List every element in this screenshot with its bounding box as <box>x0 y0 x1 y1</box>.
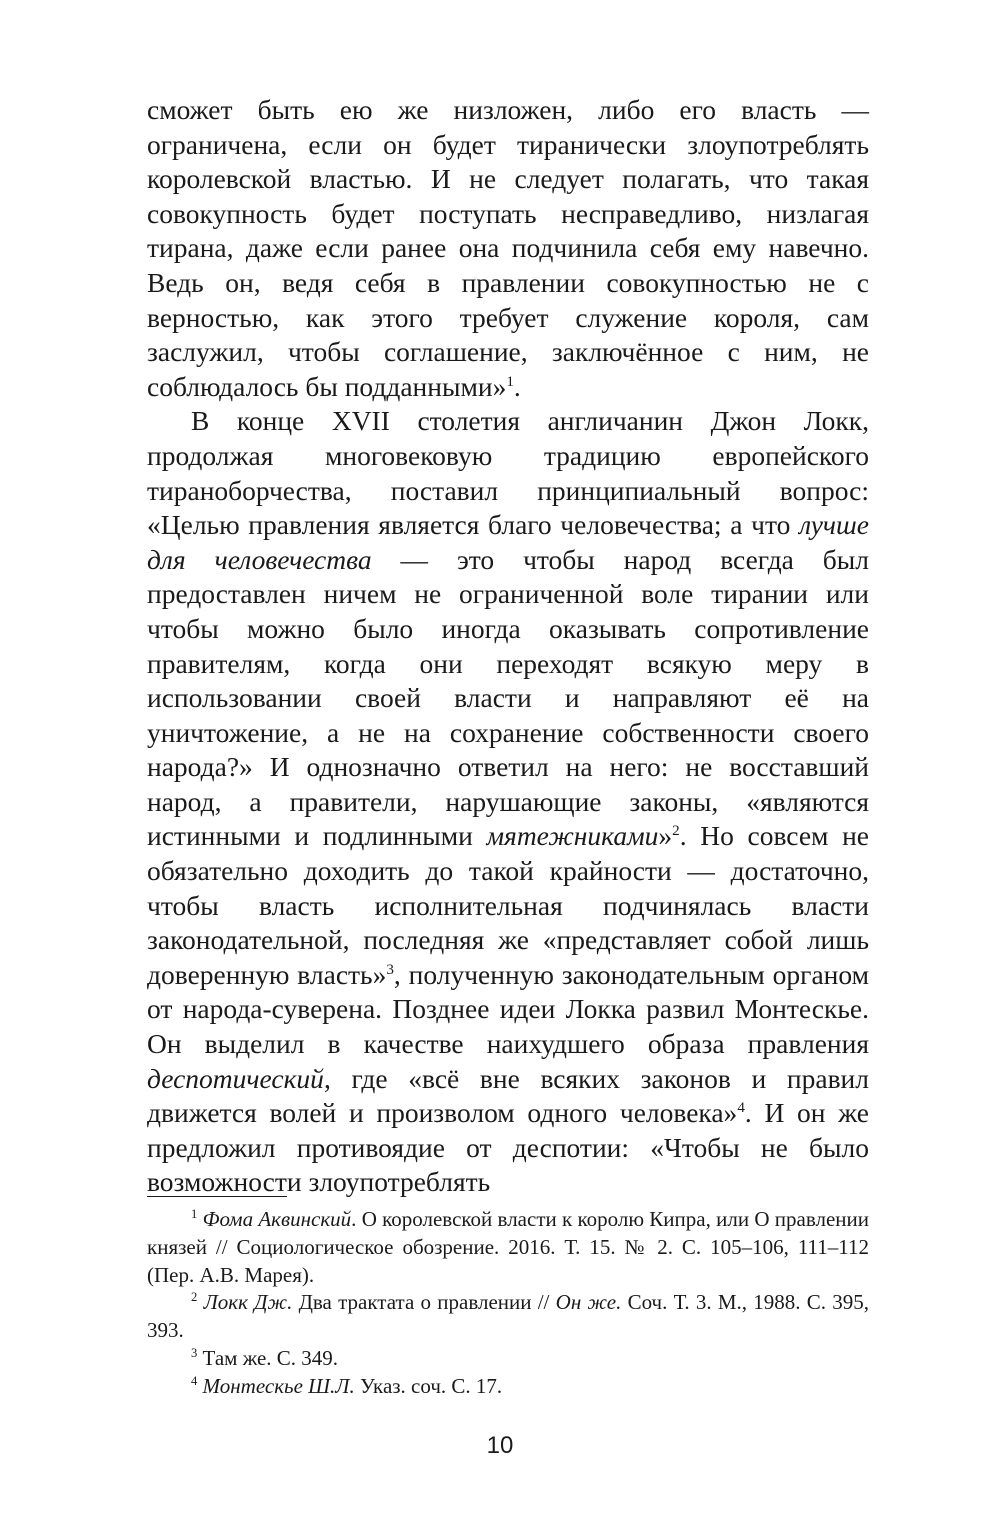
main-text <box>147 93 869 1200</box>
paragraph-1-end: . <box>513 370 521 402</box>
footnote-2-author-2: Он же. <box>555 1290 622 1315</box>
page-number: 10 <box>486 1432 514 1459</box>
footnote-1 <box>147 1206 869 1289</box>
footnote-ref-1[interactable]: 1 <box>506 373 514 390</box>
footnote-3-number: 3 <box>191 1345 198 1360</box>
paragraph-2-text-d: , полученную законодательным органом от народа-суверена. Позднее идеи Локка развил Монтескье. Он выделил в качестве наихудшего образа правления <box>147 958 869 1060</box>
footnote-3-text: Там же. С. 349. <box>197 1345 339 1370</box>
footnote-1-text: . О королевской власти к королю Кипра, или О правлении князей // Социологическое обозрение. 2016. Т. 15. № 2. С. 105–106, 111–112 (Пер. А.В. Марея). <box>147 1207 869 1287</box>
paragraph-1 <box>147 93 869 404</box>
footnote-4 <box>147 1373 869 1401</box>
footnote-2-author: Локк Дж. <box>203 1290 293 1315</box>
footnote-1-number: 1 <box>191 1207 198 1221</box>
footnote-ref-2[interactable]: 2 <box>672 823 680 840</box>
paragraph-2 <box>147 404 869 1200</box>
paragraph-2-text-c: . Но совсем не обязательно доходить до такой крайности — достаточно, чтобы власть исполнительная подчинялась власти законодательной, последняя же «представляет собой лишь доверенную власть» <box>147 820 869 990</box>
footnote-4-text: Указ. соч. С. 17. <box>354 1373 503 1398</box>
footnote-divider <box>147 1196 287 1197</box>
footnote-ref-3[interactable]: 3 <box>386 961 394 978</box>
footnote-ref-4[interactable]: 4 <box>737 1100 745 1117</box>
footnote-1-author: Фома Аквинский <box>202 1207 352 1231</box>
italic-phrase-2: мятежниками <box>486 820 659 852</box>
italic-phrase-3: деспотический <box>147 1062 324 1094</box>
footnote-2-text-2: Соч. Т. 3. М., 1988. С. 395, 393. <box>147 1290 870 1343</box>
footnote-2-number: 2 <box>191 1290 198 1305</box>
paragraph-2-text-a: В конце XVII столетия англичанин Джон Локк, продолжая многовековую традицию европейского тираноборчества, поставил принципиальный вопрос: «Целью правления является благо человечества; а что <box>147 405 869 541</box>
paragraph-2-quote-close: » <box>658 820 673 852</box>
footnote-3 <box>147 1345 869 1373</box>
footnote-2 <box>147 1289 869 1345</box>
paragraph-1-text: сможет быть ею же низложен, либо его власть — ограничена, если он будет тиранически злоупотреблять королевской властью. И не следует полагать, что такая совокупность будет поступать несправедливо, низлагая тирана, даже если ранее она подчинила себя ему навечно. Ведь он, ведя себя в правлении совокупностью не с верностью, как этого требует служение короля, сам заслужил, чтобы соглашение, заключённое с ним, не соблюдалось бы подданными» <box>147 94 869 402</box>
footnote-2-text: Два трактата о правлении // <box>292 1290 556 1315</box>
paragraph-2-text-b: — это чтобы народ всегда был предоставлен ничем не ограниченной воле тирании или чтобы можно было иногда оказывать сопротивление правителям, когда они переходят всякую меру в использовании своей власти и направляют её на уничтожение, а не на сохранение собственности своего народа?» И однозначно ответил на него: не восставший народ, а правители, нарушающие законы, «являются истинными и подлинными <box>147 543 869 852</box>
footnote-4-author: Монтескье Ш.Л. <box>202 1373 355 1398</box>
footnote-4-number: 4 <box>191 1373 198 1388</box>
paragraph-2-text-e: , где «всё вне всяких законов и правил движется волей и произволом одного человека» <box>147 1062 869 1129</box>
footnotes <box>147 1206 869 1401</box>
italic-phrase-1: лучше для человечества <box>147 509 869 575</box>
paragraph-2-text-f: . И он же предложил противоядие от деспотии: «Чтобы не было возможности злоупотреблять <box>147 1097 870 1198</box>
